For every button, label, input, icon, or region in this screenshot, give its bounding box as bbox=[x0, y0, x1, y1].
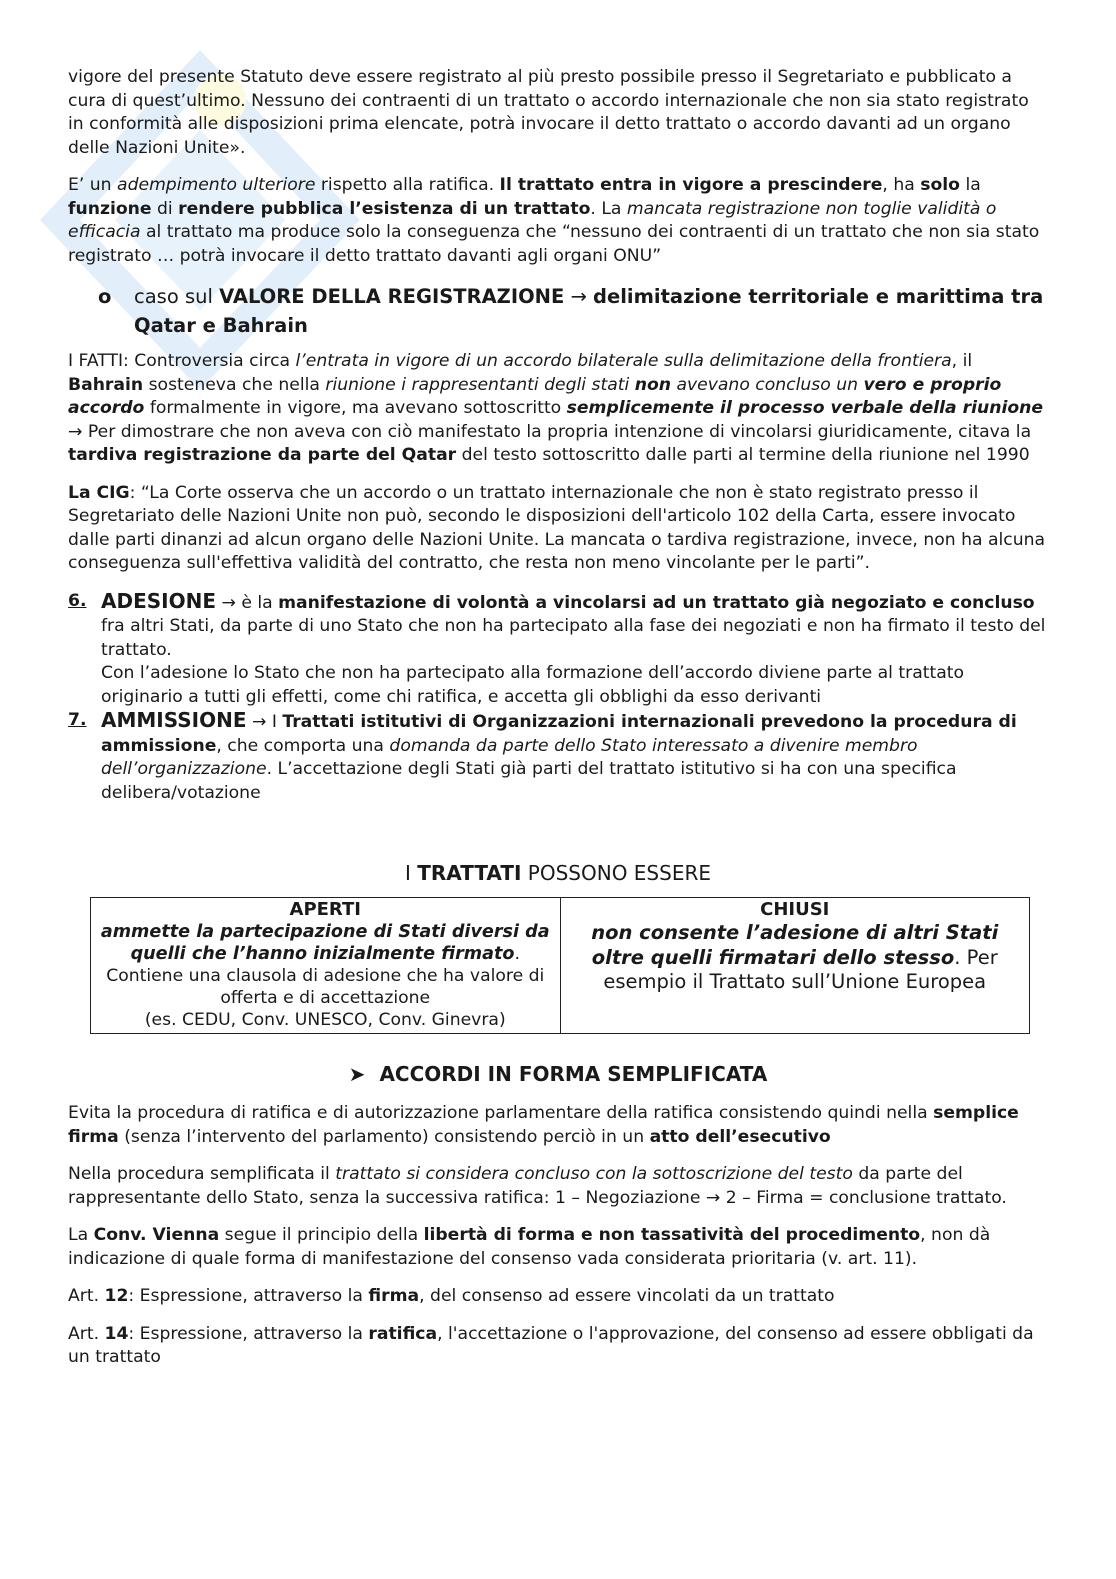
treaty-types-table bbox=[90, 897, 1030, 1034]
paragraph-art14: Art. 14: Espressione, attraverso la ratifica, l'accettazione o l'approvazione, del consenso ad essere obbligati da un trattato bbox=[68, 1323, 1034, 1367]
paragraph-registration: vigore del presente Statuto deve essere registrato al più presto possibile presso il Segretariato e pubblicato a cura di quest’ultimo. Nessuno dei contraenti di un trattato o accordo internazionale che non sia stato registrato in conformità alle disposizioni prima elencate, potrà invocare il detto trattato o accordo davanti ad un organo delle Nazioni Unite». bbox=[68, 67, 1029, 158]
paragraph-fatti: I FATTI: Controversia circa l’entrata in vigore di un accordo bilaterale sulla delimitazione della frontiera, il Bahrain sosteneva che nella riunione i rappresentanti degli stati non avevano concluso un vero e proprio accordo formalmente in vigore, ma avevano sottoscritto semplicemente il processo verbale della riunione → Per dimostrare che non aveva con ciò manifestato la propria intenzione di vincolarsi giuridicamente, citava la tardiva registrazione da parte del Qatar del testo sottoscritto dalle parti al termine della riunione nel 1990 bbox=[68, 351, 1044, 465]
item-number: 7. bbox=[68, 710, 87, 730]
bullet-marker: o bbox=[98, 285, 112, 308]
paragraph-art12: Art. 12: Espressione, attraverso la firma, del consenso ad essere vincolati da un trattato bbox=[68, 1286, 835, 1306]
item-adesione: 6. ADESIONE → è la manifestazione di volontà a vincolarsi ad un trattato già negoziato e concluso fra altri Stati, da parte di uno Stato che non ha partecipato alla fase dei negoziati e non ha firmato il testo del trattato. Con l’adesione lo Stato che non ha partecipato alla formazione dell’accordo diviene parte al trattato originario a tutti gli effetti, come chi ratifica, e accetta gli obblighi da esso derivanti bbox=[68, 588, 1046, 707]
paragraph-vienna: La Conv. Vienna segue il principio della libertà di forma e non tassatività del procedimento, non dà indicazione di quale forma di manifestazione del consenso vada considerata prioritaria (v. art. 11). bbox=[68, 1225, 991, 1269]
paragraph-adempimento: E’ un adempimento ulteriore rispetto alla ratifica. Il trattato entra in vigore a prescindere, ha solo la funzione di rendere pubblica l’esistenza di un trattato. La mancata registrazione non toglie validità o efficacia al trattato ma produce solo la conseguenza che “nessuno dei contraenti di un trattato che non sia stato registrato … potrà invocare il detto trattato davanti agli organi ONU” bbox=[68, 175, 1040, 266]
paragraph-procedura: Nella procedura semplificata il trattato si considera concluso con la sottoscrizione del testo da parte del rappresentante dello Stato, senza la successiva ratifica: 1 – Negoziazione → 2 – Firma = conclusione trattato. bbox=[68, 1164, 1007, 1208]
chiusi-header: CHIUSI bbox=[760, 899, 830, 920]
item-ammissione: 7. AMMISSIONE → I Trattati istitutivi di Organizzazioni internazionali prevedono la procedura di ammissione, che comporta una domanda da parte dello Stato interessato a divenire membro dell’organizzazione. L’accettazione degli Stati già parti del trattato istitutivo si ha con una specifica delibera/votazione bbox=[68, 708, 1017, 803]
cell-chiusi: CHIUSI non consente l’adesione di altri Stati oltre quelli firmatari dello stesso. Per esempio il Trattato sull’Unione Europea bbox=[560, 898, 1030, 1034]
aperti-header: APERTI bbox=[289, 899, 361, 920]
arrow-bullet-icon: ➤ bbox=[348, 1062, 366, 1086]
paragraph-evita: Evita la procedura di ratifica e di autorizzazione parlamentare della ratifica consistendo quindi nella semplice firma (senza l’intervento del parlamento) consistendo perciò in un atto dell’esecutivo bbox=[68, 1103, 1019, 1147]
case-bullet: o caso sul VALORE DELLA REGISTRAZIONE → delimitazione territoriale e marittima tra Qatar e Bahrain bbox=[68, 282, 1048, 340]
item-number: 6. bbox=[68, 590, 87, 611]
trattati-heading: I TRATTATI POSSONO ESSERE bbox=[405, 861, 711, 885]
accordi-heading: ➤ ACCORDI IN FORMA SEMPLIFICATA bbox=[348, 1062, 768, 1086]
paragraph-cig: La CIG: “La Corte osserva che un accordo o un trattato internazionale che non è stato registrato presso il Segretariato delle Nazioni Unite non può, secondo le disposizioni dell'articolo 102 della Carta, essere invocato dalle parti dinanzi ad alcun organo delle Nazioni Unite. La mancata o tardiva registrazione, invece, non ha alcuna conseguenza sull'effettiva validità del contratto, che resta non meno vincolante per le parti”. bbox=[68, 482, 1046, 573]
cell-aperti: APERTI ammette la partecipazione di Stati diversi da quelli che l’hanno inizialmente firmato. Contiene una clausola di adesione che ha valore di offerta e di accettazione (es. CEDU, Conv. UNESCO, Conv. Ginevra) bbox=[91, 898, 561, 1034]
document-page bbox=[68, 66, 1048, 1384]
